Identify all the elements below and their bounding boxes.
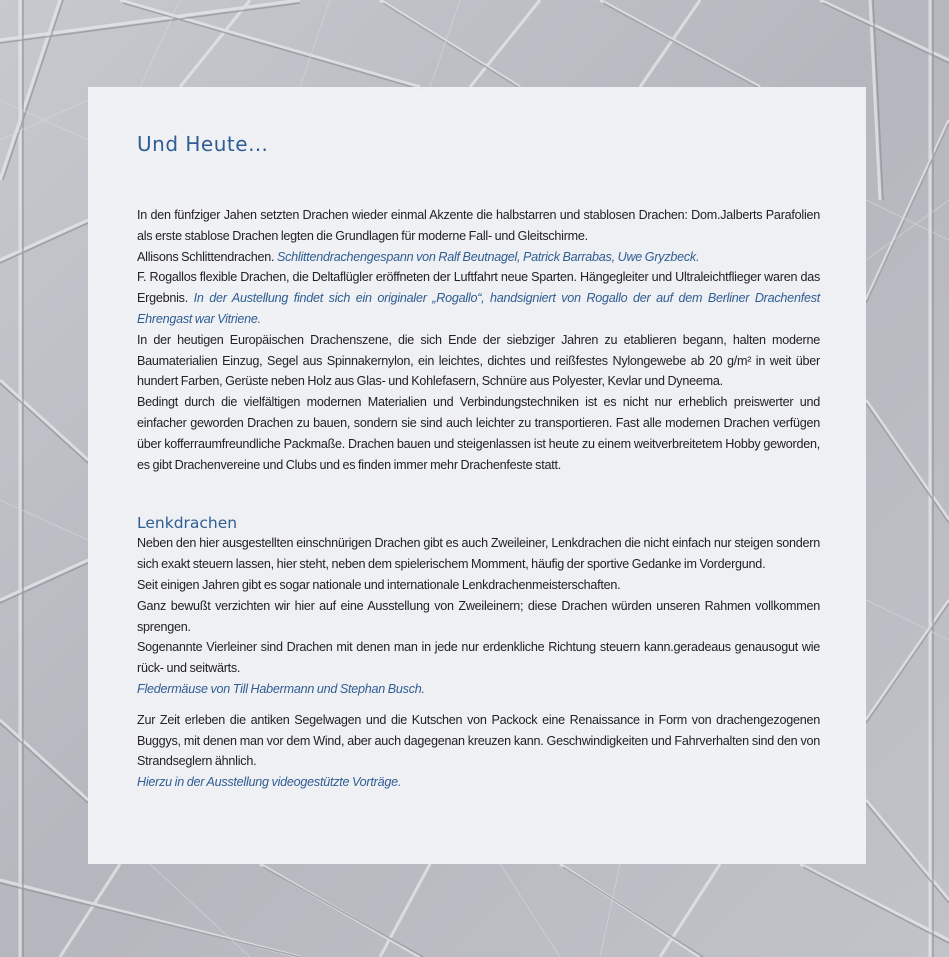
intro-section — [137, 205, 820, 475]
intro-paragraph-1: In den fünfziger Jahen setzten Drachen wieder einmal Akzente die halbstarren und stablosen Drachen: Dom.Jalberts Parafolien als erste stablose Drachen legten die Grundlagen für moderne Fall- und Gleitschirme. — [137, 208, 820, 243]
lenkdrachen-paragraph-2: Seit einigen Jahren gibt es sogar nationale und internationale Lenkdrachenmeisterschaften. — [137, 577, 621, 592]
intro-paragraph-5: Bedingt durch die vielfältigen modernen Materialien und Verbindungstechniken ist es nicht nur erheblich preiswerter und einfacher geworden Drachen zu bauen, sondern sie sind auch leichter zu transportieren. Fast alle modernen Drachen verfügen über kofferraumfreundliche Packmaße. Drachen bauen und steigenlassen ist heute zu einem weitverbreitetem Hobby geworden, es gibt Drachenvereine und Clubs und es finden immer mehr Drachenfeste statt. — [137, 395, 820, 472]
lenkdrachen-paragraph-6: Zur Zeit erleben die antiken Segelwagen und die Kutschen von Packock eine Renaissance in Form von drachengezogenen Buggys, mit denen man vor dem Wind, aber auch dagegenan kreuzen kann. Geschwindigkeiten und Fahrverhalten sind den von Strandseglern ähnlich. — [137, 712, 820, 769]
lenkdrachen-highlight-2: Hierzu in der Ausstellung videogestützte Vorträge. — [137, 775, 402, 790]
lenkdrachen-section — [137, 533, 820, 793]
lenkdrachen-paragraph-1: Neben den hier ausgestellten einschnürigen Drachen gibt es auch Zweileiner, Lenkdrachen die nicht einfach nur steigen sondern sich exakt steuern lassen, hier steht, neben dem spielerischem Momment, häufig der sportive Gedanke im Vordergund. — [137, 536, 820, 572]
intro-paragraph-2-highlight: Schlittendrachengespann von Ralf Beutnagel, Patrick Barrabas, Uwe Gryzbeck. — [276, 249, 700, 264]
lenkdrachen-highlight-1: Fledermäuse von Till Habermann und Stephan Busch. — [137, 681, 425, 696]
content-panel — [88, 87, 866, 864]
intro-paragraph-2 — [137, 247, 820, 268]
intro-paragraph-3-highlight: In der Austellung findet sich ein originaler „Rogallo“, handsigniert von Rogallo der auf dem Berliner Drachenfest Ehrengast war Vitriene. — [137, 291, 820, 326]
paragraph-gap — [137, 700, 820, 710]
section-heading-lenkdrachen: Lenkdrachen — [137, 514, 238, 533]
intro-paragraph-2-text: Allisons Schlittendrachen. — [137, 249, 277, 264]
intro-paragraph-3 — [137, 267, 820, 329]
lenkdrachen-paragraph-3: Ganz bewußt verzichten wir hier auf eine Ausstellung von Zweileinern; diese Drachen würden unseren Rahmen vollkommen sprengen. — [137, 598, 820, 634]
intro-paragraph-4: In der heutigen Europäischen Drachenszene, die sich Ende der siebziger Jahren zu etablieren begann, halten moderne Baumaterialien Einzug, Segel aus Spinnakernylon, ein leichtes, dichtes und reißfestes Nylongewebe ab 20 g/m² in weit über hundert Farben, Gerüste neben Holz aus Glas- und Kohlefasern, Schnüre aus Polyester, Kevlar und Dyneema. — [137, 332, 820, 389]
lenkdrachen-paragraph-4: Sogenannte Vierleiner sind Drachen mit denen man in jede nur erdenkliche Richtung steuern kann.geradeaus genausogut wie rück- und seitwärts. — [137, 640, 820, 676]
page-title: Und Heute… — [137, 132, 269, 156]
intro-paragraph-3-text: F. Rogallos flexible Drachen, die Deltaflügler eröffneten der Luftfahrt neue Sparten. Hängegleiter und Ultraleichtflieger waren das Ergebnis. — [137, 270, 820, 306]
